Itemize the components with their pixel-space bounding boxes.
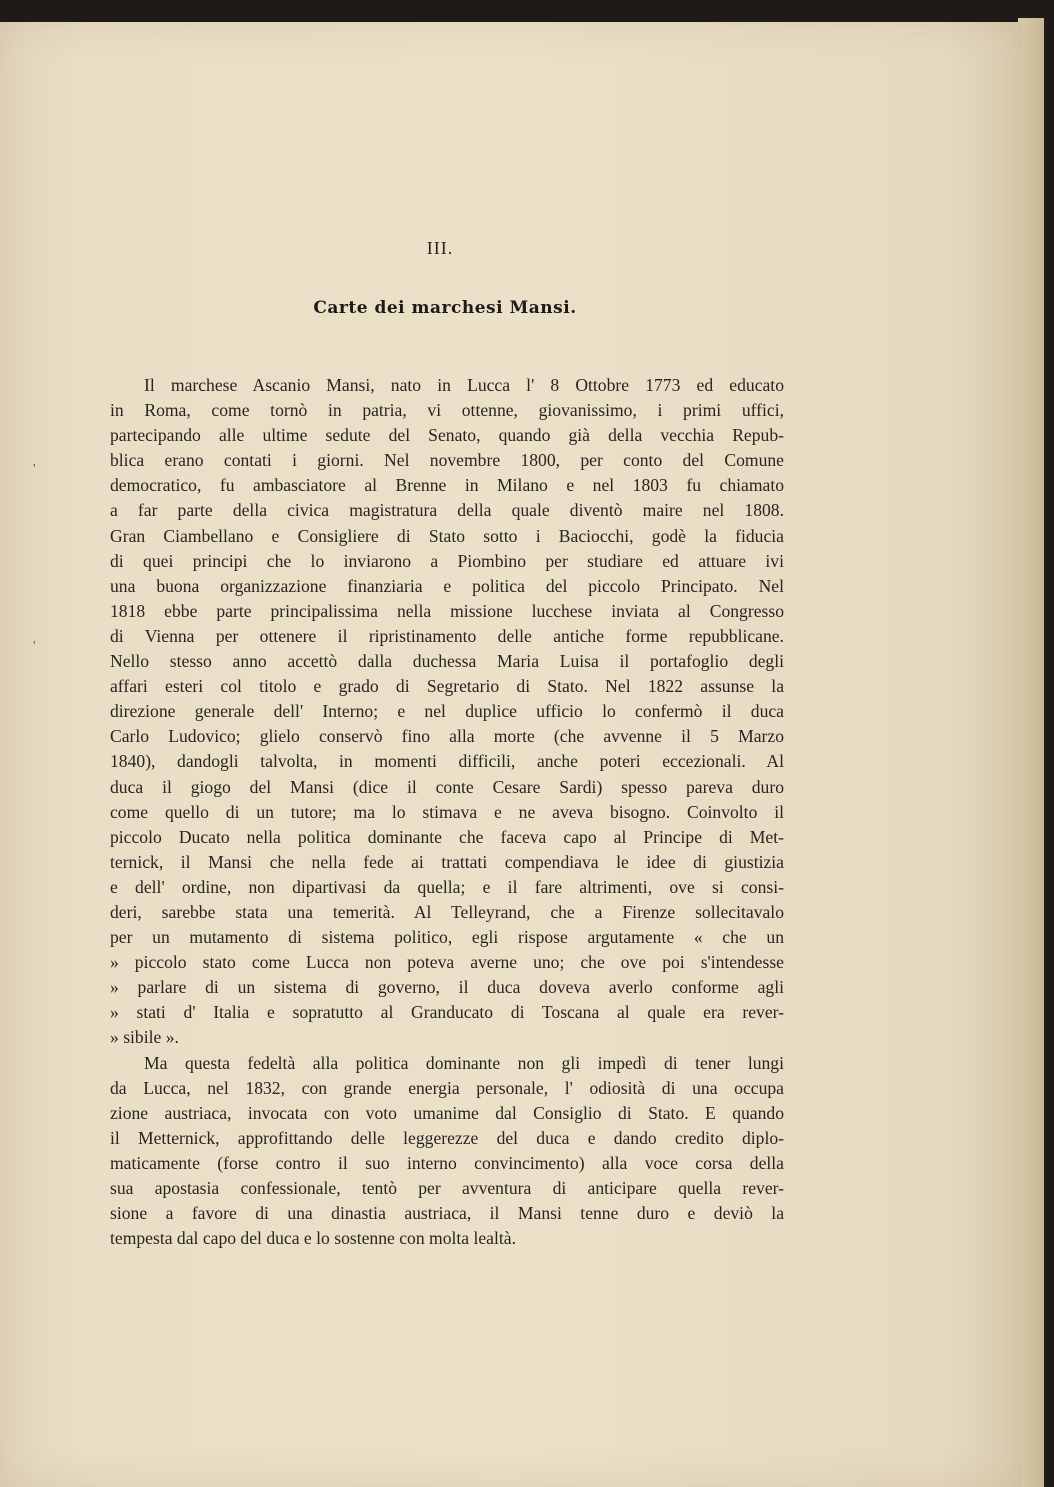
text-line: da Lucca, nel 1832, con grande energia personale, l' odiosità di una occupa xyxy=(110,1077,784,1098)
text-line: come quello di un tutore; ma lo stimava e ne aveva bisogno. Coinvolto il xyxy=(110,801,784,822)
text-line: piccolo Ducato nella politica dominante che faceva capo al Principe di Met- xyxy=(110,826,784,847)
text-line: 1818 ebbe parte principalissima nella missione lucchese inviata al Congresso xyxy=(110,600,784,621)
text-line: e dell' ordine, non dipartivasi da quella; e il fare altrimenti, ove si consi- xyxy=(110,876,784,897)
text-line: sione a favore di una dinastia austriaca, il Mansi tenne duro e deviò la xyxy=(110,1203,784,1224)
text-line: sua apostasia confessionale, tentò per avventura di anticipare quella rever- xyxy=(110,1178,784,1198)
text-line: » sibile ». xyxy=(110,1027,179,1048)
chapter-title: Carte dei marchesi Mansi. xyxy=(313,298,577,318)
text-line: per un mutamento di sistema politico, egli rispose argutamente « che un xyxy=(110,927,784,948)
text-line: ternick, il Mansi che nella fede ai trattati compendiava le idee di giustizia xyxy=(110,851,784,872)
text-line: » parlare di un sistema di governo, il duca doveva averlo conforme agli xyxy=(110,977,784,998)
text-line: Carlo Ludovico; glielo conservò fino alla morte (che avvenne il 5 Marzo xyxy=(110,726,784,747)
text-line: Ma questa fedeltà alla politica dominante non gli impedì di tener lungi xyxy=(144,1052,784,1073)
chapter-number: III. xyxy=(426,238,454,258)
text-line: il Metternick, approfittando delle leggerezze del duca e dando credito diplo- xyxy=(110,1127,784,1148)
paragraph xyxy=(110,373,784,1051)
paragraph xyxy=(110,1051,784,1252)
text-line: deri, sarebbe stata una temerità. Al Telleyrand, che a Firenze sollecitavalo xyxy=(110,901,784,922)
text-line: » piccolo stato come Lucca non poteva averne uno; che ove poi s'intendesse xyxy=(110,952,784,973)
text-line: duca il giogo del Mansi (dice il conte Cesare Sardi) spesso pareva duro xyxy=(110,776,784,797)
text-line: a far parte della civica magistratura della quale diventò maire nel 1808. xyxy=(110,500,784,521)
text-line: zione austriaca, invocata con voto umanime dal Consiglio di Stato. E quando xyxy=(110,1102,784,1123)
margin-mark: ' xyxy=(33,462,36,477)
text-line: partecipando alle ultime sedute del Senato, quando già della vecchia Repub- xyxy=(110,425,784,446)
text-line: Gran Ciambellano e Consigliere di Stato sotto i Baciocchi, godè la fiducia xyxy=(110,525,784,546)
text-line: democratico, fu ambasciatore al Brenne in Milano e nel 1803 fu chiamato xyxy=(110,475,784,496)
text-line: di Vienna per ottenere il ripristinamento delle antiche forme repubblicane. xyxy=(110,625,784,646)
text-line: Il marchese Ascanio Mansi, nato in Lucca l' 8 Ottobre 1773 ed educato xyxy=(144,375,784,395)
text-line: di quei principi che lo inviarono a Piombino per studiare ed attuare ivi xyxy=(110,550,784,571)
text-line: Nello stesso anno accettò dalla duchessa Maria Luisa il portafoglio degli xyxy=(110,651,784,672)
text-line: una buona organizzazione finanziaria e politica del piccolo Principato. Nel xyxy=(110,575,784,596)
text-line: affari esteri col titolo e grado di Segretario di Stato. Nel 1822 assunse la xyxy=(110,676,784,697)
text-line: blica erano contati i giorni. Nel novembre 1800, per conto del Comune xyxy=(110,450,784,471)
margin-mark: ' xyxy=(33,639,36,654)
text-line: maticamente (forse contro il suo interno convincimento) alla voce corsa della xyxy=(110,1152,784,1173)
text-line: tempesta dal capo del duca e lo sostenne con molta lealtà. xyxy=(110,1228,516,1249)
text-line: direzione generale dell' Interno; e nel duplice ufficio lo confermò il duca xyxy=(110,701,784,722)
text-line: » stati d' Italia e sopratutto al Granducato di Toscana al quale era rever- xyxy=(110,1002,784,1023)
body-text xyxy=(110,373,784,1251)
text-line: 1840), dandogli talvolta, in momenti difficili, anche poteri eccezionali. Al xyxy=(110,751,784,772)
text-line: in Roma, come tornò in patria, vi ottenne, giovanissimo, i primi uffici, xyxy=(110,400,784,421)
